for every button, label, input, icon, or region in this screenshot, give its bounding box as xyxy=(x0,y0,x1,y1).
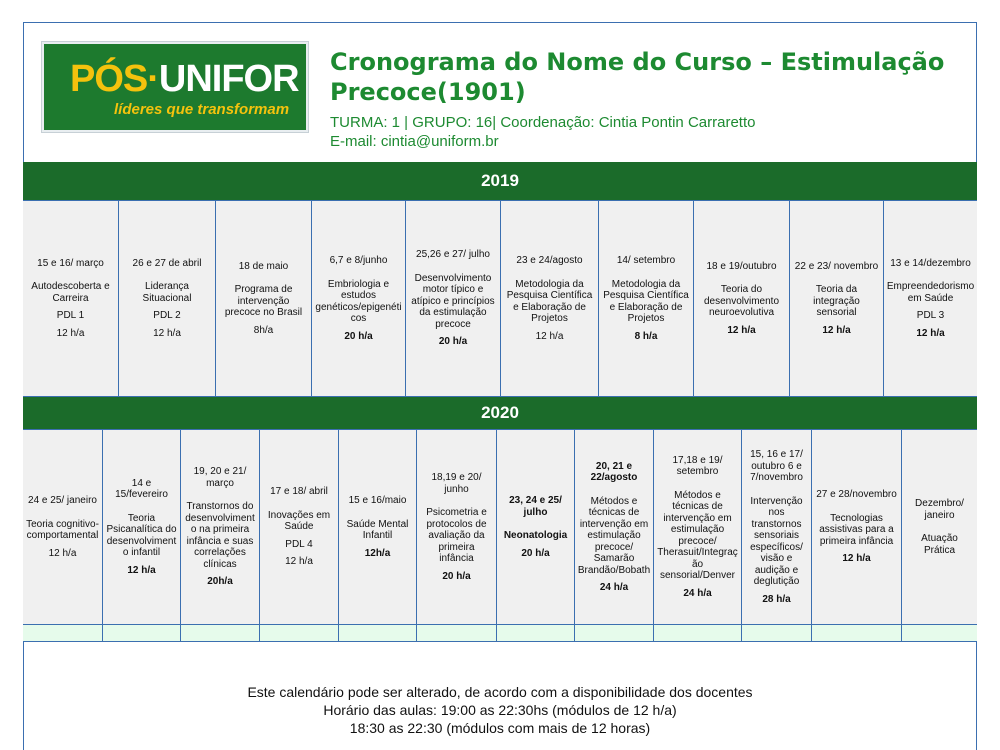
module-hours: 12 h/a xyxy=(153,327,181,339)
module-title: Tecnologias assistivas para a primeira infância xyxy=(819,512,894,547)
module-date: 15, 16 e 17/ outubro 6 e 7/novembro xyxy=(750,449,803,483)
module-cell xyxy=(103,430,181,624)
module-date: 18,19 e 20/ junho xyxy=(431,472,482,495)
empty-cell xyxy=(339,624,417,642)
module-hours: 24 h/a xyxy=(599,582,629,593)
module-pdl: PDL 1 xyxy=(56,310,85,322)
module-hours: 20h/a xyxy=(207,576,233,588)
module-hours: 12 h/a xyxy=(842,553,871,565)
empty-cell xyxy=(417,624,497,642)
module-date: 26 e 27 de abril xyxy=(132,257,202,269)
module-cell xyxy=(742,430,812,624)
module-hours: 8 h/a xyxy=(634,330,658,342)
module-title: Teoria cognitivo-comportamental xyxy=(26,518,99,541)
module-title: Liderança Situacional xyxy=(142,281,192,304)
module-date: 14 e 15/fevereiro xyxy=(115,477,168,501)
module-cell xyxy=(812,430,902,624)
module-title: Inovações em Saúde xyxy=(267,509,331,533)
module-title: Autodescoberta e Carreira xyxy=(31,281,110,304)
module-hours: 20 h/a xyxy=(344,330,373,342)
module-cell xyxy=(339,430,417,624)
module-date: 13 e 14/dezembro xyxy=(890,257,971,269)
year-bar-2019: 2019 xyxy=(23,162,977,200)
modules-row-2019 xyxy=(23,200,977,397)
empty-cell xyxy=(260,624,339,642)
module-cell xyxy=(119,201,216,396)
module-cell xyxy=(694,201,790,396)
module-hours: 12 h/a xyxy=(285,556,313,568)
year-bar-2020: 2020 xyxy=(23,397,977,429)
module-title: Atuação Prática xyxy=(921,533,958,556)
module-hours: 12 h/a xyxy=(535,330,564,342)
module-cell xyxy=(417,430,497,624)
module-date: 14/ setembro xyxy=(616,255,676,266)
footer-schedule-extended: 18:30 as 22:30 (módulos com mais de 12 horas) xyxy=(349,720,651,736)
module-title: Psicometria e protocolos de avaliação da primeira infância xyxy=(426,507,487,564)
module-date: 24 e 25/ janeiro xyxy=(28,495,97,506)
empty-cell xyxy=(497,624,575,642)
module-hours: 12 h/a xyxy=(916,327,945,339)
module-hours: 12 h/a xyxy=(727,324,756,336)
module-title: Empreendedorismo em Saúde xyxy=(886,281,975,304)
empty-cell xyxy=(812,624,902,642)
module-hours: 24 h/a xyxy=(683,587,712,599)
empty-cell xyxy=(902,624,977,642)
empty-cell xyxy=(654,624,742,642)
pos-unifor-logo xyxy=(42,42,308,132)
module-hours: 20 h/a xyxy=(438,336,468,348)
module-date: 22 e 23/ novembro xyxy=(794,260,879,272)
module-title: Métodos e técnicas de intervenção em estimulação precoce/ Samarão Brandão/Bobath xyxy=(577,495,651,576)
module-title: Teoria Psicanalítica do desenvolviment o infantil xyxy=(106,512,177,559)
module-title: Desenvolvimento motor típico e atípico e princípios da estimulação precoce xyxy=(411,272,495,330)
module-date: Dezembro/ janeiro xyxy=(915,498,964,521)
module-date: 6,7 e 8/junho xyxy=(329,255,388,266)
empty-cell xyxy=(742,624,812,642)
email-line: E-mail: cintia@uniform.br xyxy=(330,133,499,150)
module-date: 19, 20 e 21/ março xyxy=(193,466,247,489)
module-date: 25,26 e 27/ julho xyxy=(416,249,490,261)
module-date: 18 e 19/outubro xyxy=(706,260,777,272)
module-cell xyxy=(23,430,103,624)
page-title: Cronograma do Nome do Curso – Estimulação Precoce(1901) xyxy=(330,48,945,106)
module-hours: 12 h/a xyxy=(56,327,85,339)
module-hours: 8h/a xyxy=(253,324,274,336)
empty-cell xyxy=(575,624,654,642)
empty-cell xyxy=(181,624,260,642)
turma-line: TURMA: 1 | GRUPO: 16| Coordenação: Cintia Pontin Carraretto xyxy=(330,114,756,131)
module-cell xyxy=(884,201,977,396)
module-cell xyxy=(497,430,575,624)
module-date: 27 e 28/novembro xyxy=(816,489,897,501)
module-title: Teoria da integração sensorial xyxy=(813,284,860,319)
module-cell xyxy=(501,201,599,396)
module-cell xyxy=(599,201,694,396)
module-title: Embriologia e estudos genéticos/epigenéti cos xyxy=(315,278,402,324)
module-title: Neonatologia xyxy=(503,530,568,541)
module-cell xyxy=(260,430,339,624)
footer-schedule: Horário das aulas: 19:00 as 22:30hs (módulos de 12 h/a) xyxy=(323,702,677,718)
module-title: Metodologia da Pesquisa Científica e Elaboração de Projetos xyxy=(506,278,593,324)
empty-green-row xyxy=(23,624,977,642)
module-cell xyxy=(216,201,312,396)
module-cell xyxy=(790,201,884,396)
logo-brand: PÓS·UNIFOR xyxy=(70,58,299,100)
module-cell xyxy=(902,430,977,624)
module-date: 20, 21 e 22/agosto xyxy=(590,460,638,483)
empty-cell xyxy=(23,624,103,642)
module-title: Metodologia da Pesquisa Científica e Elaboração de Projetos xyxy=(603,278,689,324)
module-hours: 12 h/a xyxy=(127,564,156,576)
module-title: Programa de intervenção precoce no Brasil xyxy=(224,284,303,319)
footer-note: Este calendário pode ser alterado, de acordo com a disponibilidade dos docentes xyxy=(247,684,753,700)
module-cell xyxy=(181,430,260,624)
module-title: Teoria do desenvolvimento neuroevolutiva xyxy=(703,284,780,319)
module-title: Transtornos do desenvolviment o na primeira infância e suas correlações clínicas xyxy=(185,501,255,570)
module-date: 15 e 16/ março xyxy=(37,257,104,269)
module-hours: 12 h/a xyxy=(822,324,851,336)
module-hours: 20 h/a xyxy=(521,547,550,559)
modules-row-2020 xyxy=(23,429,977,624)
module-pdl: PDL 3 xyxy=(916,310,945,322)
module-title: Intervenção nos transtornos sensoriais específicos/ visão e audição e deglutição xyxy=(750,495,803,587)
module-hours: 28 h/a xyxy=(762,593,791,605)
module-date: 15 e 16/maio xyxy=(348,495,407,506)
module-hours: 20 h/a xyxy=(442,570,471,582)
module-date: 23 e 24/agosto xyxy=(516,255,583,266)
module-hours: 12h/a xyxy=(364,547,391,559)
module-date: 17,18 e 19/ setembro xyxy=(672,454,723,478)
module-cell xyxy=(406,201,501,396)
logo-tagline: líderes que transformam xyxy=(114,101,290,118)
module-pdl: PDL 2 xyxy=(153,310,181,322)
module-cell xyxy=(654,430,742,624)
module-date: 17 e 18/ abril xyxy=(270,486,328,498)
empty-cell xyxy=(103,624,181,642)
module-title: Saúde Mental Infantil xyxy=(346,518,409,541)
module-cell xyxy=(575,430,654,624)
module-cell xyxy=(23,201,119,396)
module-cell xyxy=(312,201,406,396)
module-hours: 12 h/a xyxy=(48,547,77,559)
module-date: 23, 24 e 25/ julho xyxy=(509,495,562,518)
module-date: 18 de maio xyxy=(238,260,289,272)
module-title: Métodos e técnicas de intervenção em estimulação precoce/ Therasuit/Integraç ão sensorial/Denver xyxy=(657,489,738,582)
module-pdl: PDL 4 xyxy=(285,538,313,550)
